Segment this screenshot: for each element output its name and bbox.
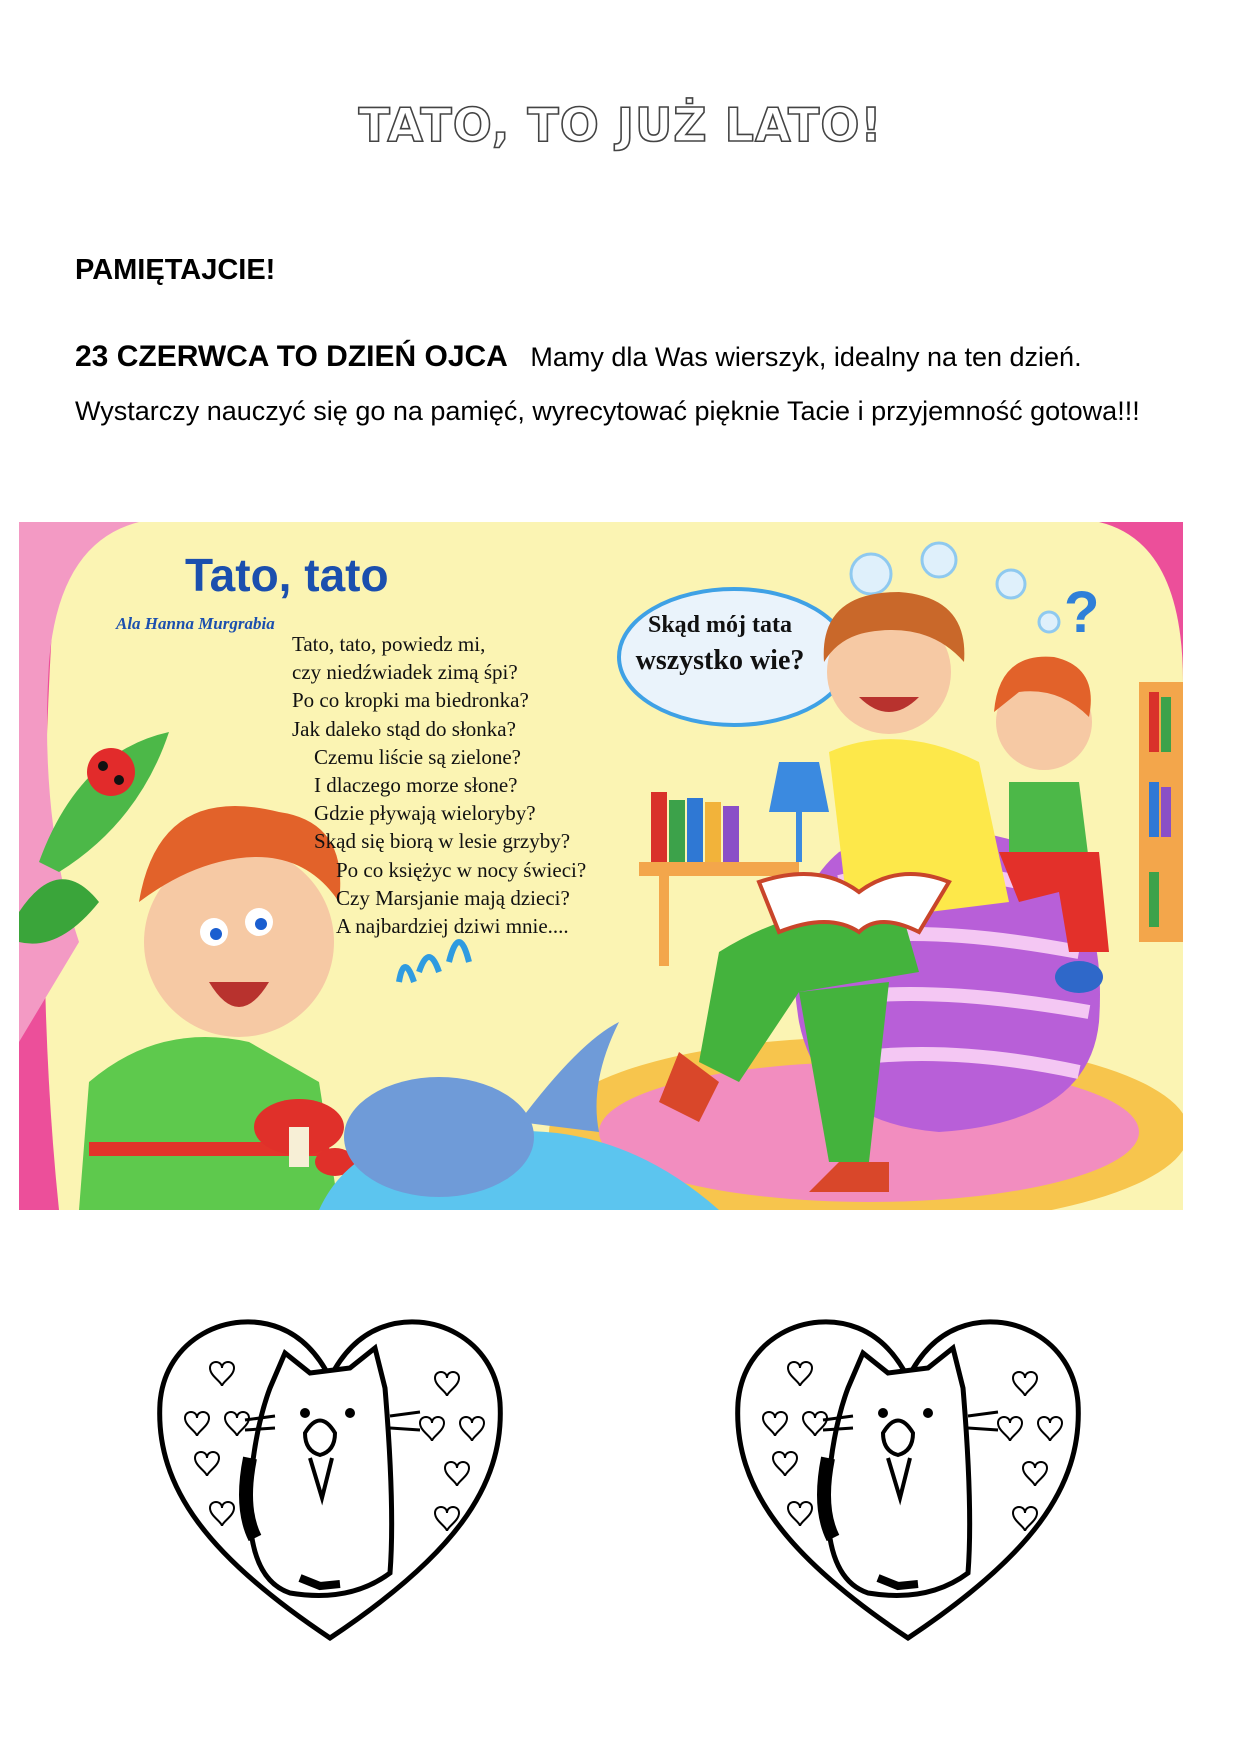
lamp-icon xyxy=(769,762,829,812)
poem-line: Po co księżyc w nocy świeci? xyxy=(336,857,587,882)
poem-line: Gdzie pływają wieloryby? xyxy=(314,801,536,826)
intro-bold: 23 CZERWCA TO DZIEŃ OJCA xyxy=(75,340,508,373)
poem-line: czy niedźwiadek zimą śpi? xyxy=(292,660,518,685)
intro-paragraph xyxy=(75,330,1155,438)
poem-line: Skąd się biorą w lesie grzyby? xyxy=(314,829,571,854)
poem-line: I dlaczego morze słone? xyxy=(314,773,518,798)
ladybug-icon xyxy=(87,748,135,796)
intro-text: Mamy dla Was wierszyk, idealny na ten dzień. Wystarczy nauczyć się go na pamięć, wyrecytować pięknie Tacie i przyjemność gotowa!!! xyxy=(75,342,1140,426)
heart-cat-coloring-left xyxy=(150,1308,510,1648)
poem-title: Tato, tato xyxy=(185,549,389,601)
poem-line: A najbardziej dziwi mnie.... xyxy=(336,914,569,939)
poem-line: Jak daleko stąd do słonka? xyxy=(292,716,516,741)
question-mark-icon: ? xyxy=(1064,580,1100,645)
poem-line: Czy Marsjanie mają dzieci? xyxy=(336,885,570,910)
whale-icon xyxy=(344,1077,534,1197)
poem-lines xyxy=(292,630,586,940)
bubble-text xyxy=(610,612,830,677)
heart-cat-coloring-right xyxy=(728,1308,1088,1648)
poem-line: Tato, tato, powiedz mi, xyxy=(292,632,486,656)
books-icon xyxy=(651,792,667,862)
bubble-line-2: wszystko wie? xyxy=(635,645,805,676)
poem-line: Po co kropki ma biedronka? xyxy=(292,688,529,713)
poem-author: Ala Hanna Murgrabia xyxy=(116,614,275,633)
page-title: TATO, TO JUŻ LATO! xyxy=(358,98,883,152)
reminder-heading: PAMIĘTAJCIE! xyxy=(75,254,276,286)
poem-line: Czemu liście są zielone? xyxy=(314,744,521,769)
bubble-line-1: Skąd mój tata xyxy=(647,612,792,638)
